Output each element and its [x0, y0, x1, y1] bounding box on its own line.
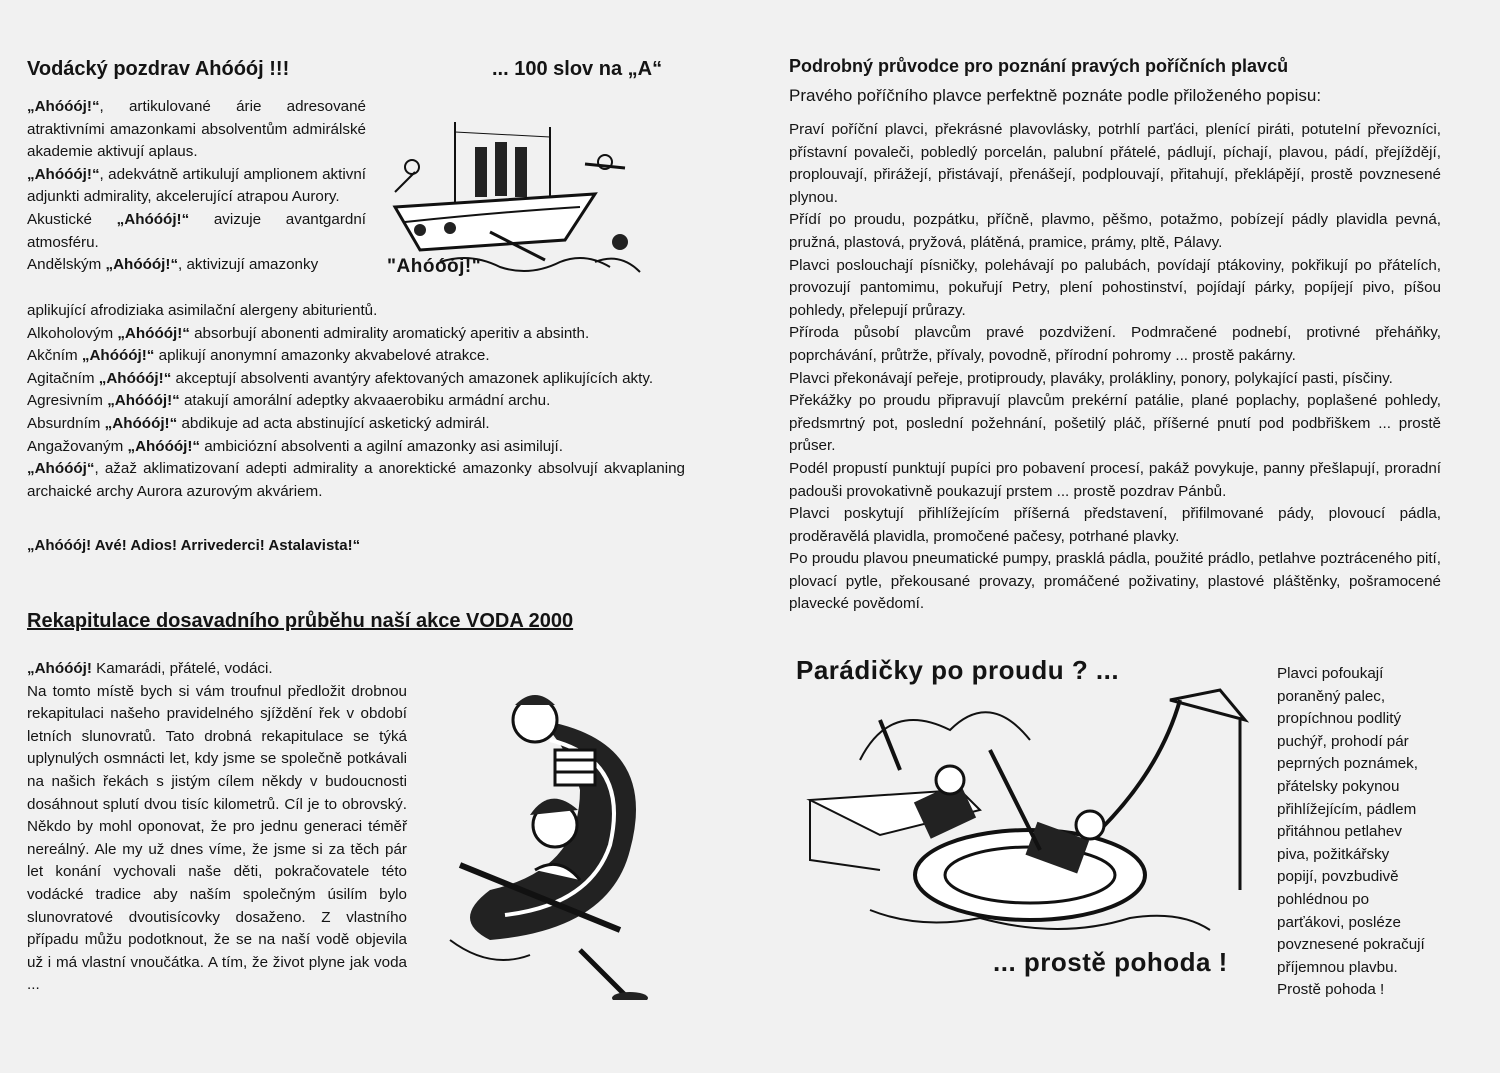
side-line: přihlížejícím, pádlem: [1277, 800, 1417, 818]
intro-line-4: Andělským „Ahóóój!“, aktivizují amazonky: [27, 256, 319, 274]
left-title: Vodácký pozdrav Ahóóój !!!: [27, 58, 290, 80]
side-line: puchýř, prohodí pár: [1277, 732, 1409, 750]
right-subtitle: Pravého poříčního plavce perfektně poznáte podle přiloženého popisu:: [789, 86, 1322, 105]
full-line-2: Alkoholovým „Ahóóój!“ absorbují abonenti admirality aromatický aperitiv a absinth.: [27, 324, 590, 342]
rafting-illustration: [800, 660, 1265, 980]
side-line: popijí, povzbudivě: [1277, 868, 1399, 886]
closing-greeting: „Ahóóój! Avé! Adios! Arrivederci! Astalavista!“: [27, 537, 361, 554]
side-line: poraněný palec,: [1277, 687, 1386, 705]
side-line: peprných poznámek,: [1277, 755, 1418, 773]
right-para-8: Plavci poskytují přihlížejícím příšerná představení, přifilmované pády, plovoucí pádla, proděravělá plavidla, promočené pačesy, potrhané plavky.: [789, 505, 1441, 545]
full-line-7: Angažovaným „Ahóóój!“ ambiciózní absolventi a agilní amazonky asi asimilují.: [27, 437, 563, 455]
intro-line-1: „Ahóóój!“, artikulované árie adresované atraktivními amazonkami absolventům admirálské akademie aktivují aplaus.: [27, 98, 366, 161]
right-para-7: Podél propustí punktují pupíci pro pobavení procesí, pakáž povykuje, panny přešlapují, proradní padouši provokativně poukazují prstem ... prostě pozdrav Pánbů.: [789, 459, 1441, 500]
side-line: piva, požitkářsky: [1277, 845, 1390, 863]
right-para-1: Praví poříční plavci, překrásné plavovlásky, potrhlí parťáci, plenící piráti, potuteIní převozníci, přístavní povaleči, pobledlý porcelán, palubní přátelé, pádlují, píchají, plavou, pádí, přejíždějí, proplouvají, přirážejí, přistávají, přenášejí, podplouvají, přitahují, překlápějí, prostě povznesené plynou.: [789, 121, 1441, 206]
side-text: [1277, 663, 1425, 1002]
full-line-5: Agresivním „Ahóóój!“ atakují amorální adeptky akvaaerobiku armádní archu.: [27, 392, 551, 410]
full-line-6: Absurdním „Ahóóój!“ abdikuje ad acta abstinující asketický admirál.: [27, 414, 490, 432]
side-line: přátelsky pokynou: [1277, 777, 1400, 795]
side-line: parťákovi, posléze: [1277, 913, 1401, 931]
full-line-4: Agitačním „Ahóóój!“ akceptují absolventi avantýry afektovaných amazonek aplikujících akty.: [27, 369, 654, 387]
side-line: pohlédnou po: [1277, 890, 1370, 908]
side-line: propíchnou podlitý: [1277, 710, 1402, 728]
canoe-illustration: [430, 680, 690, 1000]
right-para-6: Překážky po proudu připravují plavcům prekérní patálie, plané poplachy, poplašené pohledy, předsmrtný pot, poslední požehnání, pošetilý pláč, příšerné pnutí pod podbřiškem ... prostě průser.: [789, 392, 1441, 455]
side-line: příjemnou plavbu.: [1277, 958, 1398, 976]
cartoon-bottom-caption: ... prostě pohoda !: [993, 947, 1228, 977]
recap-intro: „Ahóóój! Kamarádi, přátelé, vodáci.: [27, 660, 273, 677]
cartoon-top-caption: Parádičky po proudu ? ...: [796, 655, 1120, 685]
side-line: povznesené pokračují: [1277, 936, 1425, 954]
ship-caption: "Ahóóój!": [387, 256, 482, 277]
right-para-5: Plavci překonávají peřeje, protiproudy, plaváky, prolákliny, ponory, polykající pasti, písčiny.: [789, 369, 1393, 387]
right-para-4: Příroda působí plavcům pravé pozdvižení. Podmračené podnebí, protivné přeháňky, poprchávání, průtrže, přívaly, povodně, přírodní pohromy ... prostě pakárny.: [789, 324, 1441, 364]
right-title: Podrobný průvodce pro poznání pravých poříčních plavců: [789, 56, 1289, 76]
full-line-3: Akčním „Ahóóój!“ aplikují anonymní amazonky akvabelové atrakce.: [27, 347, 490, 365]
recap-text: [27, 658, 407, 997]
right-para-9: Po proudu plavou pneumatické pumpy, prasklá pádla, použité prádlo, petlahve poztráceného pití, plovací pytle, překousané provazy, promáčené poživatiny, plastové pláštěnky, pošramocené plavecké povědomí.: [789, 550, 1441, 613]
recap-body: Na tomto místě bych si vám troufnul předložit drobnou rekapitulaci našeho pravidelného sjíždění řek v období letních slunovratů. Tato drobná rekapitulace se týká uplynulých osmnácti let, kdy jsme se společně potkávali na našich řekách s jistým cílem někdy v budoucnosti dosáhnout splutí dvou tisíc kilometrů. Cíl je to obrovský. Někdo by mohl oponovat, že pro jednu generaci téměř nereálný. Ale my už dnes víme, že jsme si za těch pár let konání vychovali naše děti, pokračovatele této vodácké tradice aby naším společným úsilím bylo slunovratové dvoutisícovky dosaženo. Z vlastního případu můžu podotknout, že se na naší vodě objevila už i má vlastní vnoučátka. A tím, že život plyne jak voda ...: [27, 682, 407, 994]
right-body: [789, 119, 1441, 616]
intro-block: [27, 96, 366, 277]
side-line: přitáhnou petlahev: [1277, 823, 1402, 841]
intro-line-2: „Ahóóój!“, adekvátně artikulují amplionem aktivní adjunkti admirality, akcelerující atrapou Aurory.: [27, 165, 366, 206]
right-para-2: Přídí po proudu, pozpátku, příčně, plavmo, pěšmo, potažmo, pobízejí pádly plavidla pevná, pružná, plastová, pryžová, plátěná, pramice, prámy, pltě, Pálavy.: [789, 211, 1441, 251]
side-line: Plavci pofoukají: [1277, 665, 1384, 682]
side-line: Prostě pohoda !: [1277, 981, 1385, 999]
intro-line-3: Akustické „Ahóóój!“ avizuje avantgardní atmosféru.: [27, 210, 366, 251]
full-lines-block: [27, 300, 685, 503]
recap-title: Rekapitulace dosavadního průběhu naší akce VODA 2000: [27, 610, 574, 632]
right-para-3: Plavci poslouchají písničky, polehávají po palubách, povídají ptákoviny, pokřikují po přátelích, provozují pantomimu, pokuřují Petry, plení pohostinství, pojídají párky, popíjejí pivo, píšou pohledy, přelepují průrazy.: [789, 256, 1441, 319]
left-title-right: ... 100 slov na „A“: [492, 58, 663, 80]
full-line-1: aplikující afrodiziaka asimilační alergeny abiturientů.: [27, 302, 378, 319]
full-line-8: „Ahóóój“, ažaž aklimatizovaní adepti admirality a anorektické amazonky absolvují akvaplaning archaické archy Aurora azurovým akváriem.: [27, 460, 685, 500]
